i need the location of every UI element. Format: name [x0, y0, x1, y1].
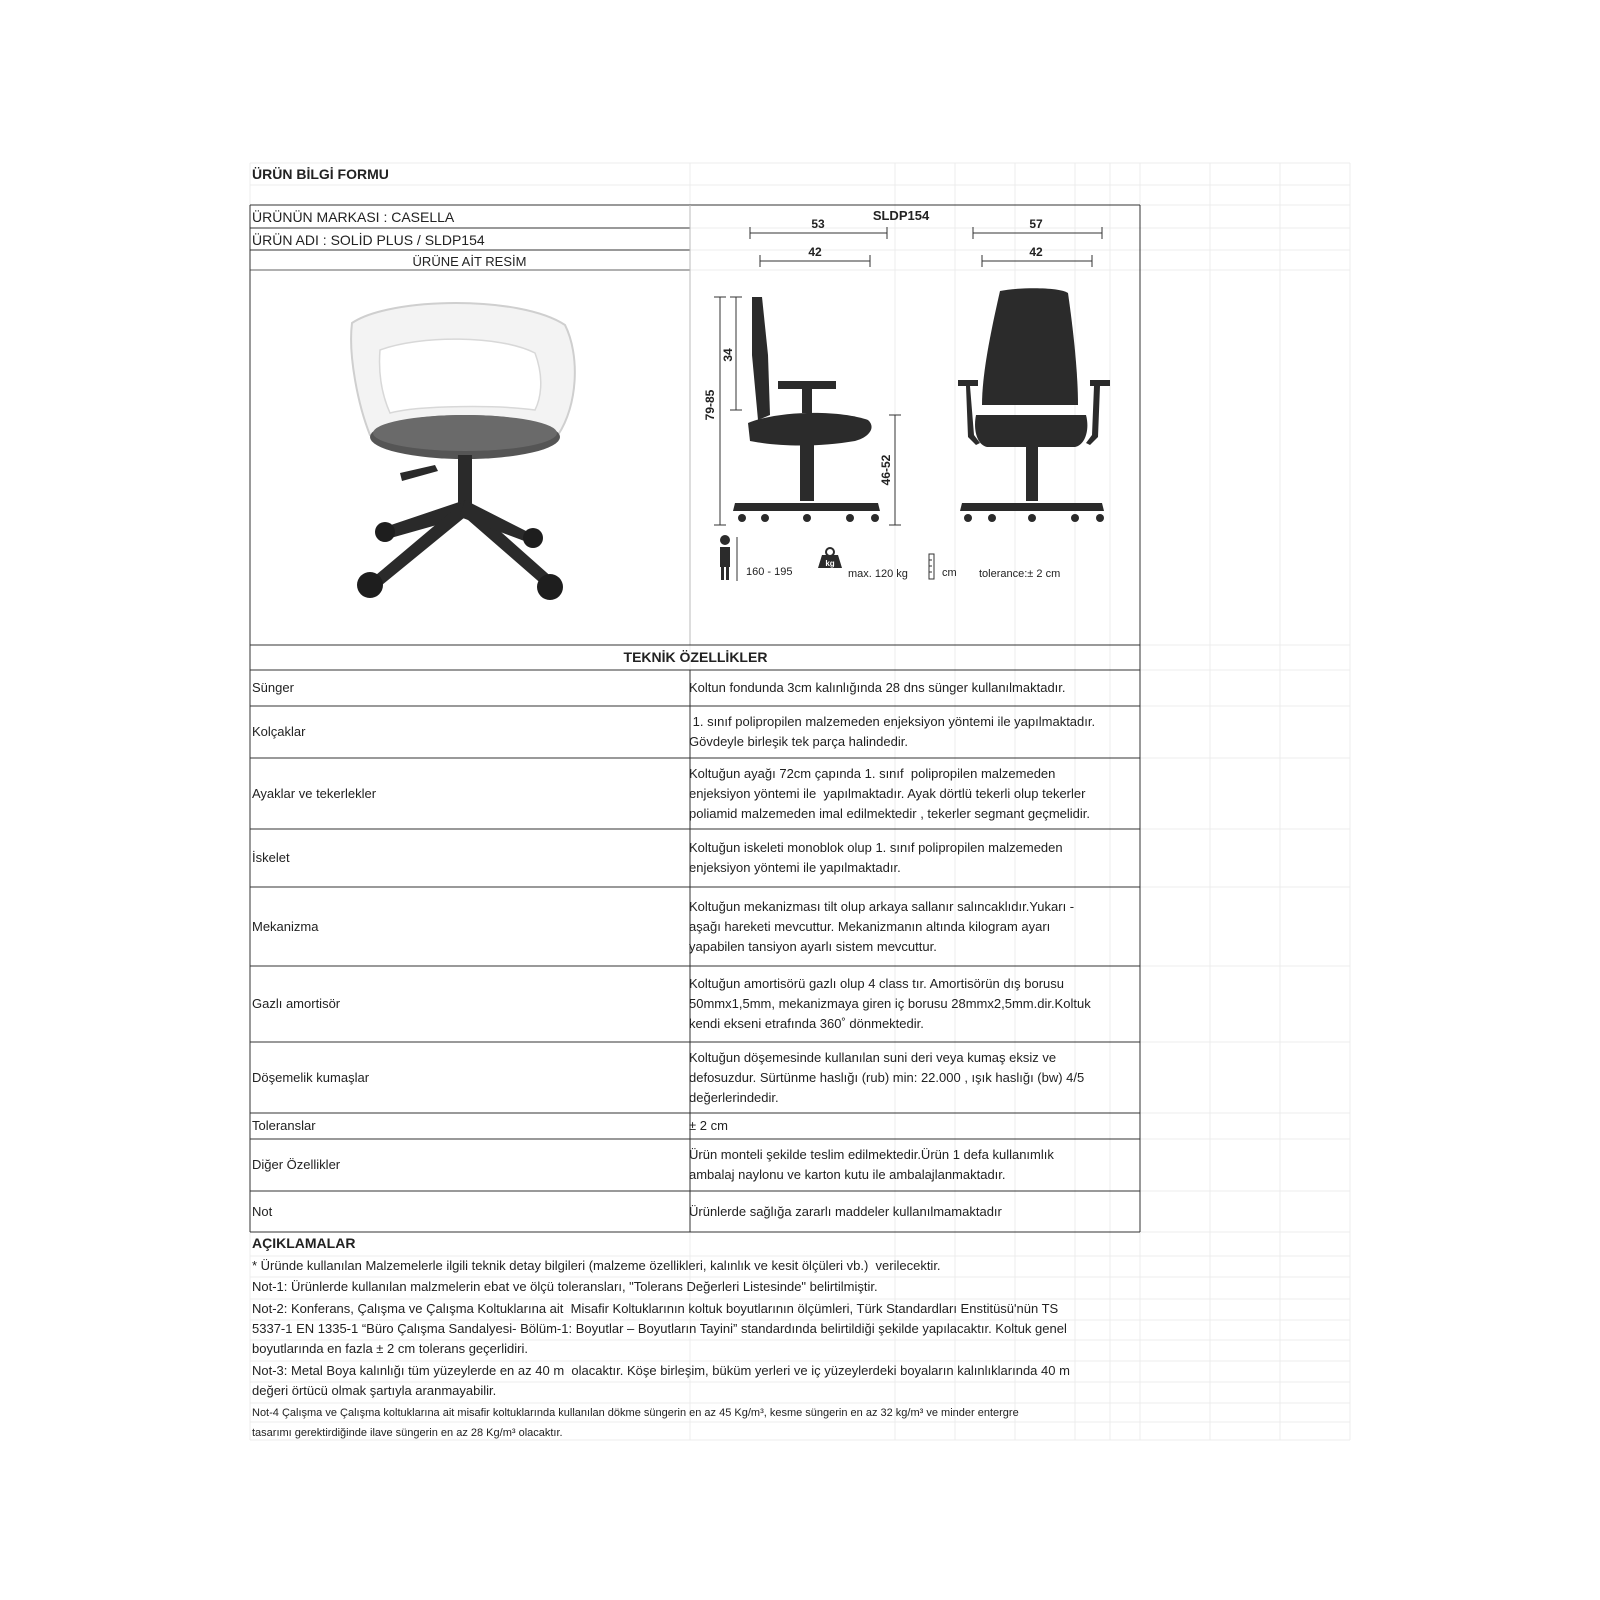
note-line: 5337-1 EN 1335-1 “Büro Çalışma Sandalyesi- Bölüm-1: Boyutlar – Boyutların Tayini” standardında belirtildiği şekilde yapılacaktır. Koltuk genel — [252, 1321, 1067, 1336]
image-header: ÜRÜNE AİT RESİM — [412, 254, 527, 269]
spec-label: Sünger — [252, 680, 294, 695]
dim-outer-front: 57 — [1029, 217, 1043, 231]
spec-label: Diğer Özellikler — [252, 1157, 341, 1172]
note-line: boyutlarında en fazla ± 2 cm tolerans geçerlidiri. — [252, 1341, 528, 1356]
spec-value-line: enjeksiyon yöntemi ile yapılmaktadır. Ayak dörtlü tekerli olup tekerler — [689, 785, 1086, 801]
tech-header: TEKNİK ÖZELLİKLER — [623, 649, 768, 665]
front-view-chair — [958, 288, 1110, 522]
note-line: değeri örtücü olmak şartıyla aranmayabilir. — [252, 1383, 497, 1398]
spec-value-line: Koltuğun amortisörü gazlı olup 4 class tır. Amortisörün dış borusu — [689, 976, 1065, 991]
max-weight: max. 120 kg — [848, 568, 908, 580]
person-icon — [720, 535, 730, 580]
note-line: * Üründe kullanılan Malzemelerle ilgili teknik detay bilgileri (malzeme özellikleri, kalınlık ve kesit ölçüleri vb.) verilecektir. — [252, 1258, 941, 1273]
spec-value-line: 50mmx1,5mm, mekanizmaya giren iç borusu 28mmx2,5mm.dir.Koltuk — [689, 996, 1091, 1011]
dim-height-total: 79-85 — [703, 389, 717, 421]
unit-label: cm — [942, 567, 957, 579]
spec-value-line: Ürünlerde sağlığa zararlı maddeler kullanılmamaktadır — [689, 1203, 1002, 1219]
note-line: Not-2: Konferans, Çalışma ve Çalışma Koltuklarına ait Misafir Koltuklarının koltuk boyutlarının ölçümleri, Türk Standardları Enstitüsü'nün TS — [252, 1301, 1059, 1316]
spec-value-line: kendi ekseni etrafında 360˚ dönmektedir. — [689, 1016, 924, 1031]
dim-seat-front: 42 — [1029, 245, 1043, 259]
drawing-code: SLDP154 — [872, 208, 930, 223]
spec-value-line: defosuzdur. Sürtünme haslığı (rub) min: 22.000 , ışık haslığı (bw) 4/5 — [689, 1069, 1085, 1085]
spec-value-line: 1. sınıf polipropilen malzemeden enjeksiyon yöntemi ile yapılmaktadır. — [689, 714, 1096, 729]
spec-label: Mekanizma — [252, 918, 319, 934]
ruler-icon — [929, 554, 934, 579]
product-name-line: ÜRÜN ADI : SOLİD PLUS / SLDP154 — [252, 232, 485, 248]
spec-label: Döşemelik kumaşlar — [252, 1069, 370, 1085]
spec-value-line: aşağı hareketi mevcuttur. Mekanizmanın altında kilogram ayarı — [689, 918, 1051, 934]
spec-label: Gazlı amortisör — [252, 996, 341, 1011]
spec-value-line: yapabilen tansiyon ayarlı sistem mevcuttur. — [689, 938, 937, 954]
dim-outer-side: 53 — [811, 217, 825, 231]
spec-value-line: Koltuğun iskeleti monoblok olup 1. sınıf polipropilen malzemeden — [689, 840, 1063, 855]
spec-value-line: ± 2 cm — [689, 1118, 728, 1133]
note-line: Not-4 Çalışma ve Çalışma koltuklarına ait misafir koltuklarında kullanılan dökme süngerin en az 45 Kg/m³, kesme süngerin en az 32 kg/m³ ve minder entergre — [252, 1407, 1019, 1419]
spec-label: Ayaklar ve tekerlekler — [252, 785, 377, 801]
form-title: ÜRÜN BİLGİ FORMU — [252, 166, 389, 182]
spec-value-line: ambalaj naylonu ve karton kutu ile ambalajlanmaktadır. — [689, 1167, 1006, 1182]
spec-value-line: Koltun fondunda 3cm kalınlığında 28 dns sünger kullanılmaktadır. — [689, 680, 1066, 695]
side-view-chair — [733, 297, 880, 522]
spec-value-line: Koltuğun mekanizması tilt olup arkaya sallanır salıncaklıdır.Yukarı - — [689, 898, 1075, 914]
notes-header: AÇIKLAMALAR — [252, 1235, 356, 1251]
svg-text:kg: kg — [825, 559, 835, 568]
dim-seat-side: 42 — [808, 245, 822, 259]
technical-drawing — [690, 205, 1140, 645]
spec-value-line: Gövdeyle birleşik tek parça halindedir. — [689, 734, 908, 749]
spec-label: İskelet — [252, 850, 290, 865]
spec-value-line: Ürün monteli şekilde teslim edilmektedir.Ürün 1 defa kullanımlık — [689, 1147, 1054, 1162]
spec-label: Not — [252, 1203, 273, 1219]
dim-height-seat: 46-52 — [879, 454, 893, 486]
spec-value-line: Koltuğun ayağı 72cm çapında 1. sınıf polipropilen malzemeden — [689, 765, 1056, 781]
spec-value-line: enjeksiyon yöntemi ile yapılmaktadır. — [689, 860, 901, 875]
weight-icon — [818, 548, 842, 568]
spec-value-line: Koltuğun döşemesinde kullanılan suni deri veya kumaş eksiz ve — [689, 1049, 1057, 1065]
tolerance-label: tolerance:± 2 cm — [979, 568, 1061, 580]
dim-height-back: 34 — [721, 348, 735, 362]
user-height: 160 - 195 — [746, 566, 793, 578]
note-line: tasarımı gerektirdiğinde ilave süngerin en az 28 Kg/m³ olacaktır. — [252, 1427, 563, 1439]
note-line: Not-1: Ürünlerde kullanılan malzmelerin ebat ve ölçü toleransları, "Tolerans Değerleri Listesinde" belirtilmiştir. — [252, 1279, 878, 1294]
chair-photo — [330, 295, 610, 625]
spec-value-line: değerlerindedir. — [689, 1089, 779, 1105]
spec-label: Kolçaklar — [252, 724, 306, 739]
spec-label: Toleranslar — [252, 1118, 316, 1133]
brand-line: ÜRÜNÜN MARKASI : CASELLA — [252, 209, 455, 225]
spec-value-line: poliamid malzemeden imal edilmektedir , tekerler segmant geçmelidir. — [689, 805, 1091, 821]
note-line: Not-3: Metal Boya kalınlığı tüm yüzeylerde en az 40 m olacaktır. Köşe birleşim, büküm yerleri ve iç yüzeylerdeki boyaların kalınlıklarında 40 m — [252, 1363, 1070, 1378]
